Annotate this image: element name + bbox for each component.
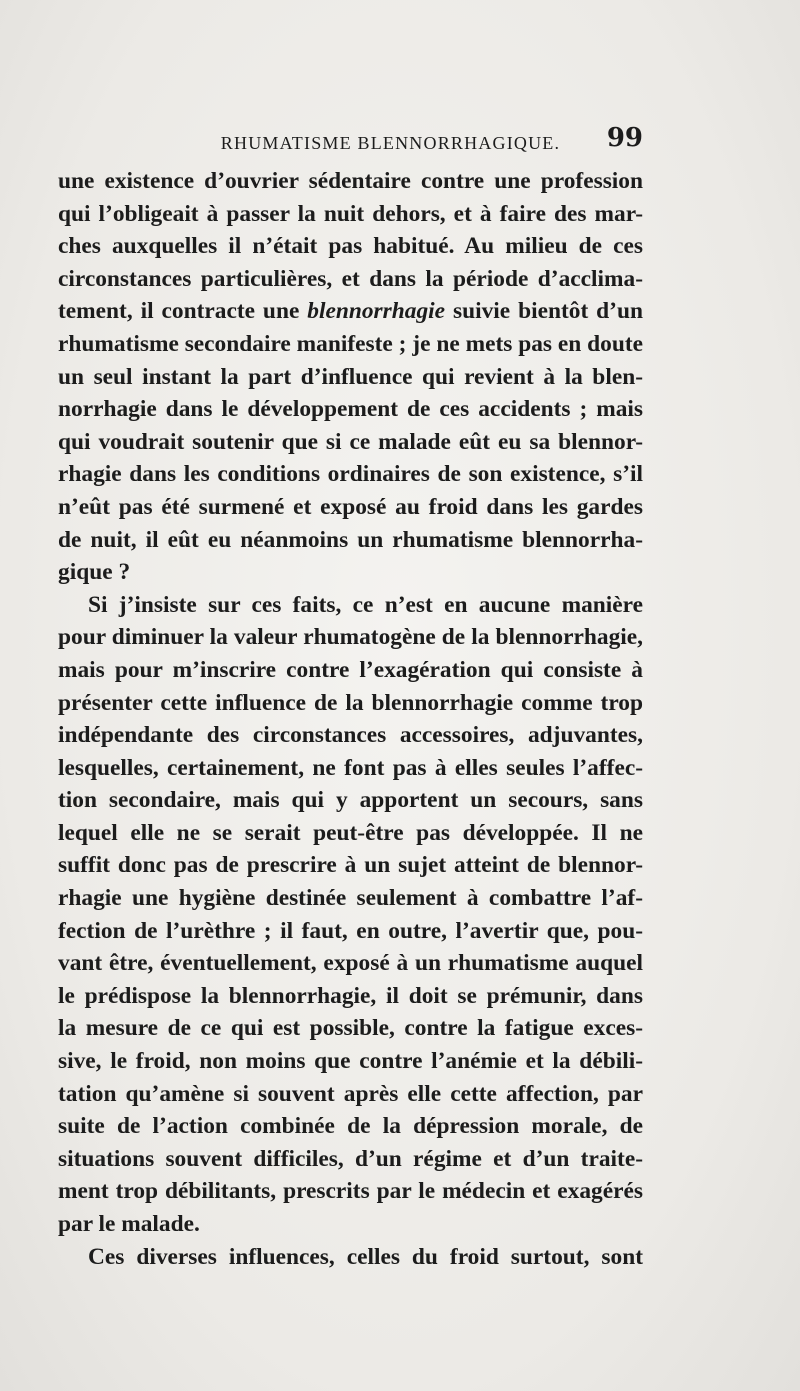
text-line: lesquelles, certainement, ne font pas à elles seules l’affec-	[58, 754, 643, 781]
text-line: par le malade.	[58, 1211, 200, 1237]
text-line: ches auxquelles il n’était pas habitué. Au milieu de ces	[58, 233, 643, 260]
text-line: vant être, éventuellement, exposé à un rhumatisme auquel	[58, 950, 643, 977]
text-line: qui voudrait soutenir que si ce malade eût eu sa blennor-	[58, 428, 643, 455]
text-line: un seul instant la part d’influence qui revient à la blen-	[58, 363, 643, 390]
text-line: norrhagie dans le développement de ces accidents ; mais	[58, 396, 643, 423]
text-line: lequel elle ne se serait peut-être pas développée. Il ne	[58, 819, 643, 846]
text-line: indépendante des circonstances accessoires, adjuvantes,	[58, 722, 643, 749]
text-line: fection de l’urèthre ; il faut, en outre, l’avertir que, pou-	[58, 917, 643, 944]
text-line: le prédispose la blennorrhagie, il doit se prémunir, dans	[58, 982, 643, 1009]
text-line: présenter cette influence de la blennorrhagie comme trop	[58, 689, 643, 716]
text-line: ment trop débilitants, prescrits par le médecin et exagérés	[58, 1178, 643, 1205]
text-line: pour diminuer la valeur rhumatogène de la blennorrhagie,	[58, 624, 643, 651]
body-text	[58, 165, 643, 1273]
text-line: tion secondaire, mais qui y apportent un secours, sans	[58, 787, 643, 814]
text-line: rhumatisme secondaire manifeste ; je ne mets pas en doute	[58, 330, 643, 357]
text-line: qui l’obligeait à passer la nuit dehors, et à faire des mar-	[58, 200, 643, 227]
text-line: la mesure de ce qui est possible, contre la fatigue exces-	[58, 1015, 643, 1042]
text-line: rhagie dans les conditions ordinaires de son existence, s’il	[58, 461, 643, 488]
text-line: circonstances particulières, et dans la période d’acclima-	[58, 265, 643, 292]
running-title: RHUMATISME BLENNORRHAGIQUE.	[220, 133, 561, 153]
text-line: une existence d’ouvrier sédentaire contre une profession	[58, 168, 643, 194]
italic-term: blennorrhagie	[307, 298, 446, 325]
text-line: tation qu’amène si souvent après elle cette affection, par	[58, 1080, 643, 1107]
text-line: Ces diverses influences, celles du froid surtout, sont	[88, 1243, 643, 1270]
text-line: sive, le froid, non moins que contre l’anémie et la débili-	[58, 1048, 643, 1075]
text-line: n’eût pas été surmené et exposé au froid dans les gardes	[58, 493, 643, 520]
text-line: situations souvent difficiles, d’un régime et d’un traite-	[58, 1145, 643, 1172]
text-line: de nuit, il eût eu néanmoins un rhumatisme blennorrha-	[58, 526, 643, 553]
text-line: suite de l’action combinée de la dépression morale, de	[58, 1113, 643, 1140]
text-line: gique ?	[58, 559, 131, 586]
text-line: rhagie une hygiène destinée seulement à combattre l’af-	[58, 885, 643, 912]
text-segment: tement, il contracte une	[58, 298, 300, 325]
running-head	[58, 123, 643, 157]
text-line	[58, 295, 643, 328]
text-line: suffit donc pas de prescrire à un sujet atteint de blennor-	[58, 852, 643, 879]
text-segment: suivie bientôt d’un	[452, 298, 643, 325]
text-line: Si j’insiste sur ces faits, ce n’est en aucune manière	[88, 591, 643, 618]
text-line: mais pour m’inscrire contre l’exagération qui consiste à	[58, 656, 643, 683]
page-number: 99	[606, 123, 643, 153]
